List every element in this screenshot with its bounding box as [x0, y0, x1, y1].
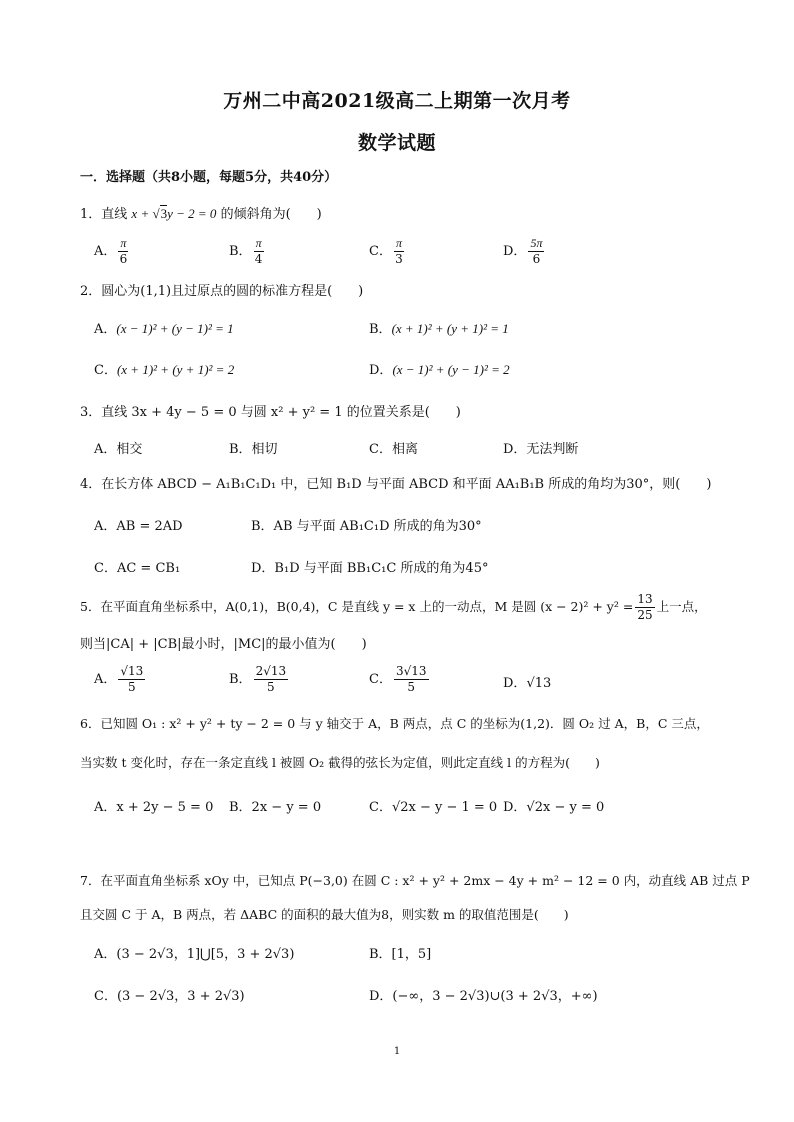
fraction — [635, 592, 654, 623]
option-label: D． — [503, 244, 527, 259]
fraction-denominator: 6 — [119, 252, 128, 266]
option-label: A． — [94, 244, 117, 259]
exam-title: 万州二中高2021级高二上期第一次月考 — [223, 90, 571, 112]
option-expression: √13 — [526, 676, 552, 691]
option-label: B． — [229, 244, 252, 259]
q3-option-c[interactable]: C．相离 — [369, 442, 418, 457]
q3-option-d[interactable]: D．无法判断 — [503, 442, 579, 457]
q2-option-d[interactable] — [369, 359, 510, 378]
question-6-line-1: 6．已知圆 O₁ : x² + y² + ty − 2 = 0 与 y 轴交于 A，B 两点，点 C 的坐标为(1,2)．圆 O₂ 过 A，B，C 三点， — [80, 716, 709, 731]
option-label: A． — [94, 672, 117, 687]
question-2: 2．圆心为(1,1)且过原点的圆的标准方程是( ) — [80, 284, 364, 299]
question-7-line-2: 且交圆 C 于 A，B 两点，若 ΔABC 的面积的最大值为8，则实数 m 的取值范围是( ) — [80, 907, 569, 922]
option-label: A． — [94, 322, 117, 337]
q6-option-c[interactable]: C．√2x − y − 1 = 0 — [369, 800, 498, 815]
q5-option-c[interactable] — [369, 664, 431, 695]
q6-option-a[interactable]: A．x + 2y − 5 = 0 — [94, 800, 214, 815]
option-expression: (x − 1)² + (y − 1)² = 1 — [116, 321, 234, 336]
question-5-line-2: 则当|CA| + |CB|最小时，|MC|的最小值为( ) — [80, 637, 367, 652]
q1-option-a[interactable] — [94, 236, 130, 267]
q2-option-b[interactable] — [369, 318, 509, 337]
fraction-numerator: √13 — [120, 664, 144, 678]
q3-option-a[interactable]: A．相交 — [94, 442, 143, 457]
q7-option-a[interactable]: A．(3 − 2√3，1]⋃[5，3 + 2√3) — [94, 947, 295, 962]
fraction-denominator: 5 — [128, 680, 136, 694]
q5-option-d[interactable] — [503, 672, 551, 691]
q7-option-b[interactable]: B．[1，5] — [369, 947, 432, 962]
fraction-numerator: π — [255, 236, 262, 250]
question-1-tail: 的倾斜角为( ) — [220, 207, 322, 222]
fraction-numerator: 5π — [530, 236, 543, 250]
exam-subtitle: 数学试题 — [357, 132, 436, 154]
q6-option-b[interactable]: B．2x − y = 0 — [229, 800, 322, 815]
fraction-numerator: π — [120, 236, 127, 250]
fraction — [254, 236, 264, 267]
option-label: C． — [94, 363, 117, 378]
fraction-numerator: 13 — [637, 592, 653, 606]
fraction-denominator: 5 — [267, 680, 275, 694]
fraction — [394, 236, 404, 267]
q7-option-c[interactable]: C．(3 − 2√3，3 + 2√3) — [94, 989, 245, 1004]
option-expression: (x + 1)² + (y + 1)² = 2 — [116, 362, 235, 377]
q4-option-d[interactable]: D．B₁D 与平面 BB₁C₁C 所成的角为45° — [251, 561, 489, 576]
option-label: C． — [369, 244, 392, 259]
fraction-numerator: π — [395, 236, 402, 250]
fraction-denominator: 6 — [532, 252, 541, 266]
fraction — [118, 236, 128, 267]
fraction-numerator: 2√13 — [255, 664, 287, 678]
question-1-number: 1．直线 — [80, 207, 128, 222]
question-5-text-tail: 上一点， — [656, 599, 707, 614]
option-label: D． — [369, 363, 393, 378]
q2-option-c[interactable] — [94, 359, 234, 378]
q5-option-a[interactable] — [94, 664, 147, 695]
fraction-numerator: 3√13 — [395, 664, 427, 678]
q7-option-d[interactable]: D．(−∞，3 − 2√3)∪(3 + 2√3，+∞) — [369, 989, 598, 1004]
q4-option-b[interactable]: B．AB 与平面 AB₁C₁D 所成的角为30° — [251, 519, 482, 534]
fraction-denominator: 5 — [407, 680, 416, 694]
q4-option-c[interactable]: C．AC = CB₁ — [94, 561, 181, 576]
question-4: 4．在长方体 ABCD − A₁B₁C₁D₁ 中，已知 B₁D 与平面 ABCD 和平面 AA₁B₁B 所成的角均为30°，则( ) — [80, 477, 712, 492]
fraction — [394, 664, 429, 695]
q5-option-b[interactable] — [229, 664, 290, 695]
q2-option-a[interactable] — [94, 318, 234, 337]
question-1-equation: x + √3y − 2 = 0 — [131, 206, 217, 221]
option-expression: (x + 1)² + (y + 1)² = 1 — [391, 321, 509, 336]
fraction — [254, 664, 289, 695]
question-3: 3．直线 3x + 4y − 5 = 0 与圆 x² + y² = 1 的位置关系是( ) — [80, 405, 461, 420]
page-number: 1 — [393, 1046, 401, 1057]
q3-option-b[interactable]: B．相切 — [229, 442, 278, 457]
option-label: C． — [369, 672, 392, 687]
question-7-line-1: 7．在平面直角坐标系 xOy 中，已知点 P(−3,0) 在圆 C : x² + y² + 2mx − 4y + m² − 12 = 0 内，动直线 AB 过点 P — [80, 873, 750, 888]
q4-option-a[interactable]: A．AB = 2AD — [94, 519, 183, 534]
q1-option-c[interactable] — [369, 236, 406, 267]
option-label: B． — [369, 322, 392, 337]
fraction — [528, 236, 544, 267]
question-6-line-2: 当实数 t 变化时，存在一条定直线 l 被圆 O₂ 截得的弦长为定值，则此定直线 l 的方程为( ) — [80, 755, 600, 770]
fraction-denominator: 25 — [637, 608, 653, 622]
q1-option-d[interactable] — [503, 236, 546, 267]
fraction-denominator: 4 — [254, 252, 263, 266]
question-5-line-1 — [80, 592, 707, 623]
section-heading: 一．选择题（共8小题，每题5分，共40分） — [80, 170, 338, 185]
fraction — [118, 664, 145, 695]
fraction-denominator: 3 — [395, 252, 403, 266]
option-label: D． — [503, 676, 527, 691]
question-5-text: 5．在平面直角坐标系中，A(0,1)，B(0,4)，C 是直线 y = x 上的一动点，M 是圆 (x − 2)² + y² = — [80, 599, 634, 614]
q6-option-d[interactable]: D．√2x − y = 0 — [503, 800, 605, 815]
q1-option-b[interactable] — [229, 236, 266, 267]
option-expression: (x − 1)² + (y − 1)² = 2 — [392, 362, 510, 377]
option-label: B． — [229, 672, 252, 687]
question-1 — [80, 203, 322, 222]
